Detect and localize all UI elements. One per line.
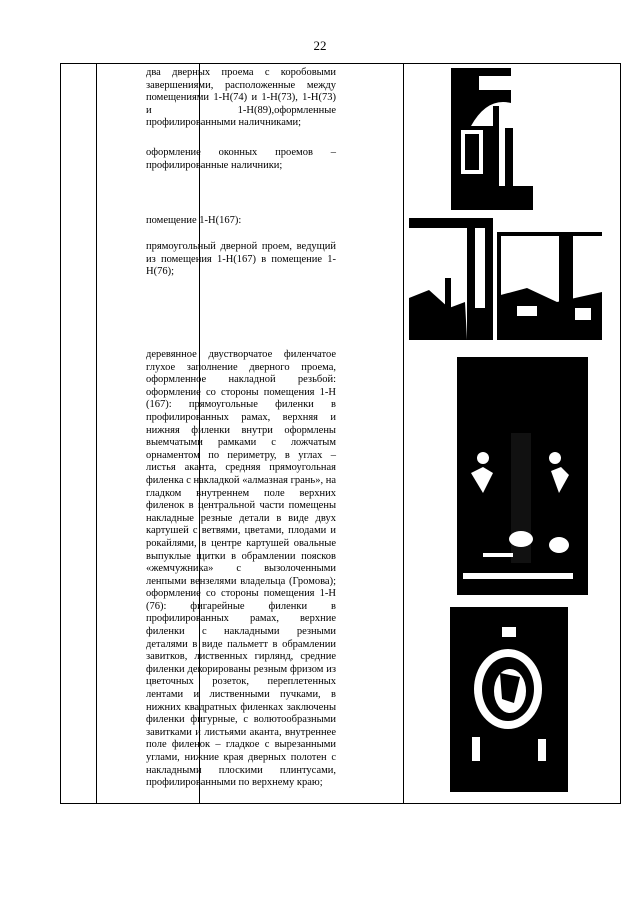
item-room-heading: помещение 1-Н(167): <box>146 215 242 226</box>
column-divider <box>403 64 404 803</box>
item-window-openings: оформление оконных проемов – профилированные наличники; <box>146 147 336 171</box>
photo-doorway-right <box>497 232 602 340</box>
photo-oval-cartouche <box>442 607 576 792</box>
item-rectangular-doorway: прямоугольный дверной проем, ведущий из помещения 1-Н(167) в помещение 1-Н(76); <box>146 241 336 278</box>
column-divider <box>96 64 97 803</box>
item-door-openings: два дверных проема с коробовыми завершениями, расположенные между помещениями 1-Н(74) и 1-Н(73), 1-Н(73) и 1-Н(89),оформленные профилированными наличниками; <box>146 67 336 129</box>
page-number: 22 <box>313 38 327 53</box>
item-door-filling: деревянное двустворчатое филенчатое глухое заполнение дверного проема, оформленное накладной резьбой: оформление со стороны помещения 1-Н (167): прямоугольные филенки в профилированных рамах, верхняя и нижняя филенки внутри оформлены выемчатыми рамками с ложчатым орнаментом по периметру, в углах – листья аканта, средняя прямоугольная филенка с накладкой «алмазная грань», на гладком внутреннем поле верхних филенок в центральной части помещены накладные резные детали в виде двух картушей с ветвями, цветами, плодами и рокайлями, в центре картушей овальные выпуклые щитки в обрамлении поясков «жемчужника» с вызолоченными ленпыми вензелями владельца (Громова); оформление со стороны помещения 1-Н (76): фигарейные филенки в профилированных рамах, верхние филенки с накладными резными деталями в виде пальметт в обрамлении завитков, лиственных гирлянд, средние филенки декорированы резным фризом из цветочных розеток, переплетенных лентами и лиственными пучками, в нижних квадратных филенках заключены филенки фигурные, с волютообразными завитками и листьями аканта, внутреннее поле филенок – гладкое с вырезанными углами, нижние края дверных полотен с накладными плоскими плинтусами, профилированными по верхнему краю; <box>146 349 336 789</box>
photo-carved-door <box>443 353 602 595</box>
photo-doorway-left <box>409 218 493 340</box>
photo-arched-doorways <box>451 68 552 210</box>
